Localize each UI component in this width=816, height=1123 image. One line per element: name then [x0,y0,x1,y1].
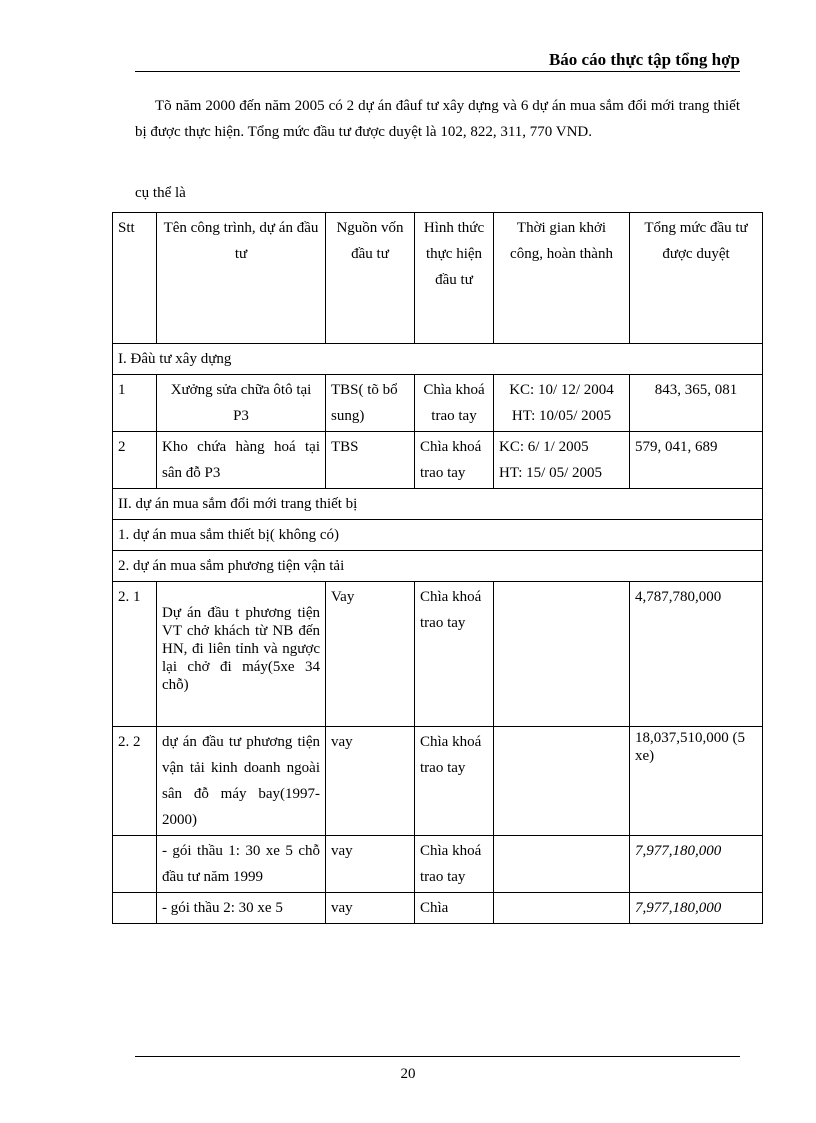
stt-cell: 2. 1 [113,582,157,727]
total-cell: 7,977,180,000 [630,836,763,893]
table-row [113,375,763,432]
name-cell: Xưởng sửa chữa ôtô tại P3 [157,375,326,432]
form-cell: Chìa khoá trao tay [415,432,494,489]
name-cell: Dự án đầu t phương tiện VT chở khách từ NB đến HN, đi liên tỉnh và ngược lại chở đi máy(5xe 34 chỗ) [157,582,326,727]
total-cell: 4,787,780,000 [630,582,763,727]
header-cell: Hình thức thực hiện đầu tư [415,213,494,344]
name-cell: - gói thầu 1: 30 xe 5 chỗ đầu tư năm 1999 [157,836,326,893]
form-cell: Chìa khoá trao tay [415,727,494,836]
section-label: II. dự án mua sắm đổi mới trang thiết bị [113,489,763,520]
total-cell: 579, 041, 689 [630,432,763,489]
stt-cell: 2 [113,432,157,489]
name-cell: - gói thầu 2: 30 xe 5 [157,893,326,924]
source-cell: Vay [326,582,415,727]
header-cell: Thời gian khởi công, hoàn thành [494,213,630,344]
end-date: HT: 10/05/ 2005 [511,408,612,424]
source-cell: vay [326,836,415,893]
start-date: KC: 10/ 12/ 2004 [509,382,614,398]
total-cell: 843, 365, 081 [630,375,763,432]
investment-table [112,212,763,924]
name-cell: dự án đầu tư phương tiện vận tải kinh doanh ngoài sân đỗ máy bay(1997- 2000) [157,727,326,836]
stt-cell [113,893,157,924]
stt-cell: 2. 2 [113,727,157,836]
stt-cell: 1 [113,375,157,432]
page-number: 20 [400,1066,416,1082]
subsection-row [113,520,763,551]
form-cell: Chìa khoá trao tay [415,375,494,432]
table-row [113,727,763,836]
header-cell: Nguồn vốn đầu tư [326,213,415,344]
name-cell: Kho chứa hàng hoá tại sân đỗ P3 [157,432,326,489]
time-cell [494,893,630,924]
subsection-row [113,551,763,582]
header-title: Báo cáo thực tập tổng hợp [548,50,740,69]
header-cell: Stt [113,213,157,344]
stt-cell [113,836,157,893]
start-date: KC: 6/ 1/ 2005 [499,439,589,455]
header-cell: Tên công trình, dự án đầu tư [157,213,326,344]
source-cell: vay [326,727,415,836]
form-cell: Chìa khoá trao tay [415,582,494,727]
time-cell [494,836,630,893]
subsection-label: 1. dự án mua sắm thiết bị( không có) [113,520,763,551]
total-cell: 7,977,180,000 [630,893,763,924]
table-header-row [113,213,763,344]
form-cell: Chìa khoá trao tay [415,836,494,893]
source-cell: vay [326,893,415,924]
section-label: I. Đâù tư xây dựng [113,344,763,375]
table-row [113,893,763,924]
footer-rule [135,1056,740,1057]
table-row [113,582,763,727]
time-cell [494,582,630,727]
header-cell: Tổng mức đầu tư được duyệt [630,213,763,344]
time-cell [494,727,630,836]
table-row [113,432,763,489]
total-cell: 18,037,510,000 (5 xe) [630,727,763,836]
table-row [113,836,763,893]
subsection-label: 2. dự án mua sắm phương tiện vận tải [113,551,763,582]
time-cell [494,375,630,432]
section-row [113,489,763,520]
header-rule [135,71,740,72]
source-cell: TBS [326,432,415,489]
end-date: HT: 15/ 05/ 2005 [499,465,603,481]
time-cell [494,432,630,489]
section-row [113,344,763,375]
intro-paragraph: Tõ năm 2000 đến năm 2005 có 2 dự án đâuf tư xây dựng và 6 dự án mua sắm đổi mới trang thiết bị được thực hiện. Tổng mức đầu tư được duyệt là 102, 822, 311, 770 VND. [135,98,740,140]
intro-line: cụ thể là [135,185,186,201]
source-cell: TBS( tõ bổ sung) [326,375,415,432]
form-cell: Chìa [415,893,494,924]
